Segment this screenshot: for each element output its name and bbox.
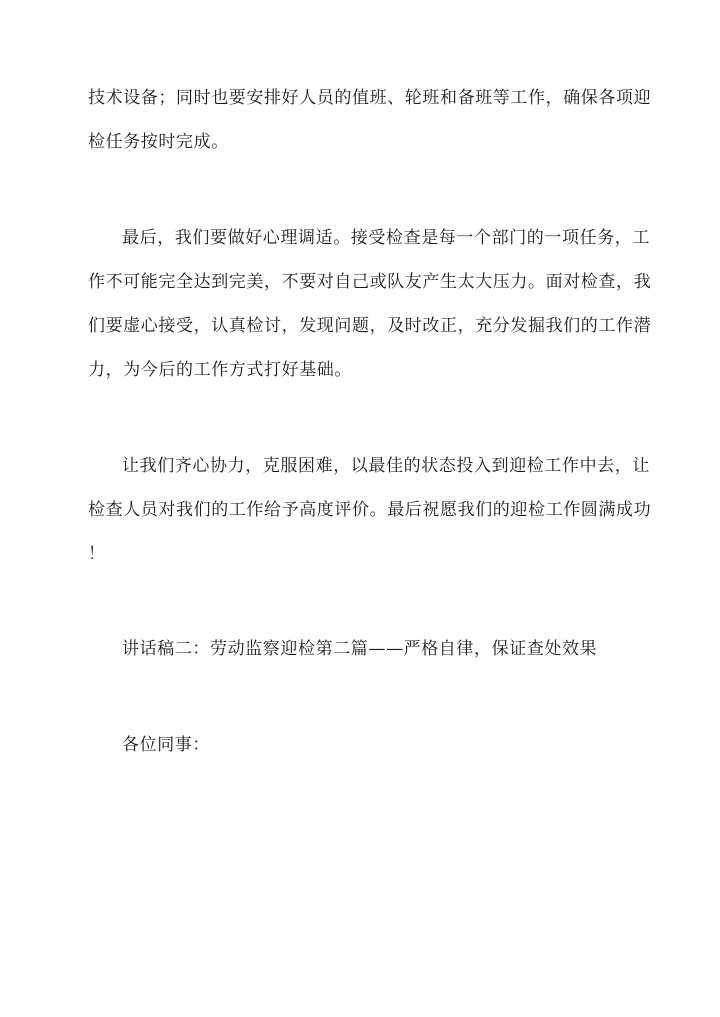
section-heading: 讲话稿二：劳动监察迎检第二篇——严格自律，保证查处效果 <box>122 639 598 659</box>
paragraph-2-line-2: 作不可能完全达到完美，不要对自己或队友产生太大压力。面对检查，我 <box>88 272 652 292</box>
paragraph-2-line-4: 力，为今后的工作方式打好基础。 <box>88 360 352 380</box>
paragraph-1-line-1: 技术设备；同时也要安排好人员的值班、轮班和备班等工作，确保各项迎 <box>88 88 652 108</box>
paragraph-2-line-3: 们要虚心接受，认真检讨，发现问题，及时改正，充分发掘我们的工作潜 <box>88 316 652 336</box>
paragraph-2-line-1: 最后，我们要做好心理调适。接受检查是每一个部门的一项任务，工 <box>122 228 650 248</box>
paragraph-3-line-3: ！ <box>88 544 106 564</box>
paragraph-1-line-2: 检任务按时完成。 <box>88 132 229 152</box>
paragraph-3-line-1: 让我们齐心协力，克服困难，以最佳的状态投入到迎检工作中去，让 <box>122 456 650 476</box>
paragraph-3-line-2: 检查人员对我们的工作给予高度评价。最后祝愿我们的迎检工作圆满成功 <box>88 500 652 520</box>
salutation: 各位同事： <box>122 735 210 755</box>
